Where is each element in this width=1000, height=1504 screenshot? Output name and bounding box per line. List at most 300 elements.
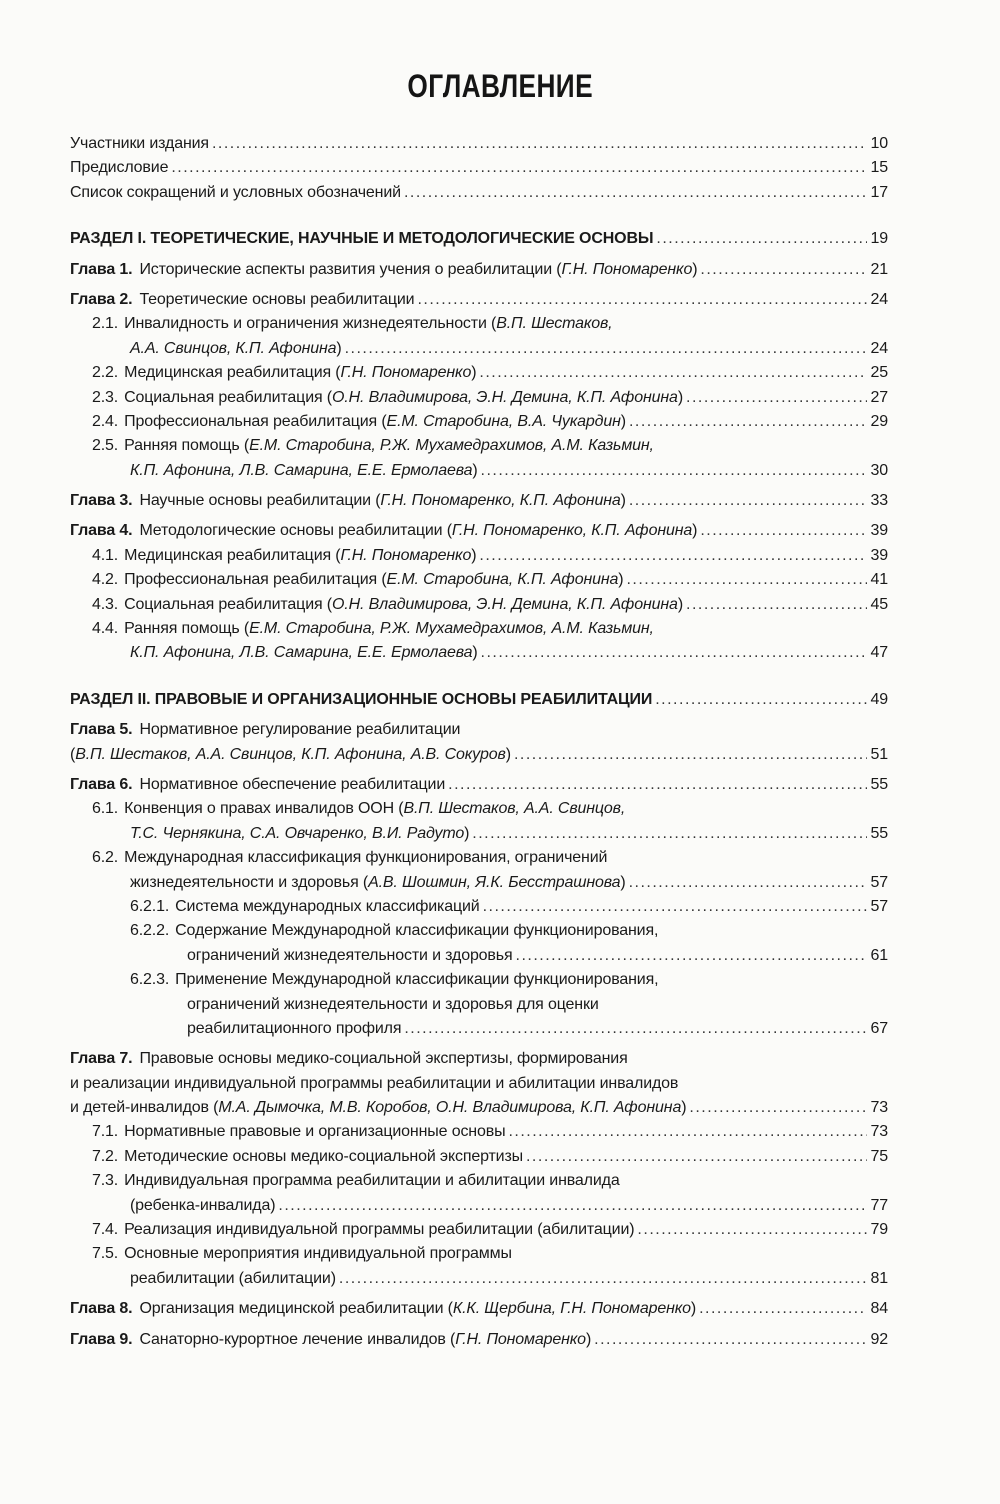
entry-text [175, 895, 479, 919]
entry-title: Конвенция о правах инвалидов ООН ( [124, 800, 404, 818]
entry-title: Реализация индивидуальной программы реабилитации (абилитации) [124, 1221, 635, 1239]
page-number: 39 [870, 522, 888, 540]
toc-entry [70, 919, 888, 968]
entry-number: 4.2. [92, 571, 119, 589]
entry-text [187, 1017, 401, 1041]
entry-text [124, 386, 683, 410]
entry-text [124, 797, 625, 821]
entry-text [70, 156, 168, 180]
entry-text [124, 1169, 620, 1193]
toc-line [70, 743, 888, 767]
dot-leader [699, 1297, 867, 1321]
toc-line [70, 519, 888, 543]
entry-text [124, 1120, 505, 1144]
toc-line [70, 489, 888, 513]
toc-line [70, 993, 888, 1017]
toc-line [70, 386, 888, 410]
dot-leader [278, 1194, 867, 1218]
page-number: 79 [870, 1221, 888, 1239]
toc-line [70, 773, 888, 797]
page-number: 21 [870, 260, 888, 278]
entry-title: жизнедеятельности и здоровья ( [130, 873, 369, 891]
dot-leader [212, 132, 867, 156]
entry-text [139, 1328, 591, 1352]
entry-number: 2.2. [92, 364, 119, 382]
chapter-label: Глава 2. [70, 290, 133, 308]
entry-title: Теоретические основы реабилитации [139, 290, 415, 308]
page-number: 47 [870, 644, 888, 662]
dot-leader [171, 156, 867, 180]
dot-leader [417, 288, 867, 312]
page-number: 17 [870, 183, 888, 201]
entry-text [124, 617, 654, 641]
entry-text [139, 718, 460, 742]
toc-line [70, 132, 888, 156]
page-number: 61 [870, 946, 888, 964]
toc-entry [70, 617, 888, 666]
entry-authors: Г.Н. Пономаренко [340, 364, 472, 382]
entry-text [124, 593, 683, 617]
dot-leader [700, 258, 867, 282]
page-number: 24 [870, 339, 888, 357]
toc-chapter [70, 288, 888, 312]
toc-line [70, 871, 888, 895]
dot-leader [700, 519, 867, 543]
entry-text [187, 993, 599, 1017]
toc-line [70, 156, 888, 180]
entry-authors: А.А. Свинцов, К.П. Афонина [130, 339, 337, 357]
entry-title: Список сокращений и условных обозначений [70, 183, 401, 201]
toc-line [70, 288, 888, 312]
page-number: 75 [870, 1147, 888, 1165]
toc-chapter [70, 258, 888, 282]
entry-number: 7.4. [92, 1221, 119, 1239]
toc-line [70, 1017, 888, 1041]
toc-entry [70, 544, 888, 568]
page-number: 15 [870, 159, 888, 177]
toc-entry [70, 797, 888, 846]
entry-title: Применение Международной классификации функционирования, [175, 971, 659, 989]
toc-entry [70, 312, 888, 361]
dot-leader [594, 1328, 867, 1352]
dot-leader [479, 544, 867, 568]
entry-title: ) [471, 364, 477, 382]
page-number: 41 [870, 571, 888, 589]
toc-line [70, 968, 888, 992]
entry-number: 4.4. [92, 620, 119, 638]
entry-text [124, 846, 607, 870]
toc-entry [70, 1218, 888, 1242]
entry-authors: К.К. Щербина, Г.Н. Пономаренко [452, 1300, 691, 1318]
entry-authors: Г.Н. Пономаренко [340, 546, 472, 564]
toc-heading-wrap [0, 68, 1000, 105]
chapter-label: Глава 5. [70, 721, 133, 739]
entry-title: Профессиональная реабилитация ( [124, 571, 387, 589]
toc-entry [70, 895, 888, 919]
entry-authors: Г.Н. Пономаренко, К.П. Афонина [451, 522, 693, 540]
entry-title: ) [464, 824, 470, 842]
entry-text [70, 1072, 678, 1096]
toc-line [70, 1047, 888, 1071]
entry-title: Организация медицинской реабилитации ( [139, 1300, 453, 1318]
entry-title: Основные мероприятия индивидуальной программы [124, 1245, 512, 1263]
entry-title: ) [618, 571, 624, 589]
entry-authors: М.А. Дымочка, М.В. Коробов, О.Н. Владимирова, К.П. Афонина [218, 1099, 682, 1117]
entry-title: ограничений жизнедеятельности и здоровья [187, 946, 513, 964]
entry-title: Нормативные правовые и организационные основы [124, 1123, 506, 1141]
entry-number: 2.5. [92, 437, 119, 455]
entry-authors: Г.Н. Пономаренко [455, 1330, 586, 1348]
dot-leader [516, 944, 868, 968]
entry-title: ) [505, 745, 511, 763]
toc-line [70, 459, 888, 483]
chapter-label: Глава 4. [70, 522, 133, 540]
dot-leader [656, 227, 867, 251]
entry-text [124, 434, 654, 458]
toc-line [70, 227, 888, 251]
table-of-contents [70, 132, 888, 1352]
entry-authors: Е.М. Старобина, В.А. Чукардин [386, 412, 621, 430]
entry-text [130, 641, 478, 665]
entry-authors: В.П. Шестаков, А.А. Свинцов, [403, 800, 626, 818]
entry-title: ) [472, 461, 478, 479]
entry-title: ) [471, 546, 477, 564]
toc-chapter [70, 773, 888, 797]
toc-line [70, 337, 888, 361]
entry-text [70, 1096, 686, 1120]
page-number: 55 [870, 775, 888, 793]
entry-title: Предисловие [70, 159, 169, 177]
page-number: 73 [870, 1123, 888, 1141]
dot-leader [339, 1267, 867, 1291]
toc-entry [70, 968, 888, 1041]
entry-title: Система международных классификаций [175, 897, 480, 915]
entry-authors: В.П. Шестаков, [496, 315, 613, 333]
entry-text [130, 459, 478, 483]
toc-line [70, 895, 888, 919]
page-number: 24 [870, 290, 888, 308]
entry-number: 2.4. [92, 412, 119, 430]
entry-title: Содержание Международной классификации функционирования, [175, 922, 659, 940]
dot-leader [448, 773, 867, 797]
toc-line [70, 1297, 888, 1321]
toc-line [70, 1218, 888, 1242]
toc-entry [70, 361, 888, 385]
entry-title: ограничений жизнедеятельности и здоровья для оценки [187, 995, 599, 1013]
entry-title: Ранняя помощь ( [124, 437, 250, 455]
entry-authors: Г.Н. Пономаренко, К.П. Афонина [380, 492, 621, 510]
entry-number: 2.3. [92, 388, 119, 406]
toc-line [70, 181, 888, 205]
toc-line [70, 919, 888, 943]
toc-line [70, 544, 888, 568]
page-number: 10 [870, 135, 888, 152]
entry-text [70, 132, 209, 156]
entry-title: ) [677, 388, 683, 406]
dot-leader [345, 337, 867, 361]
toc-chapter [70, 1047, 888, 1120]
chapter-label: Глава 8. [70, 1300, 133, 1318]
toc-chapter [70, 1328, 888, 1352]
toc-chapter [70, 489, 888, 513]
toc-entry [70, 132, 888, 156]
entry-authors: О.Н. Владимирова, Э.Н. Демина, К.П. Афонина [331, 595, 678, 613]
entry-authors: Г.Н. Пономаренко [561, 260, 693, 278]
dot-leader [626, 568, 867, 592]
dot-leader [629, 871, 867, 895]
entry-text [130, 822, 469, 846]
entry-text [124, 1242, 512, 1266]
page-number: 33 [870, 492, 888, 510]
entry-title: Научные основы реабилитации ( [139, 492, 381, 510]
entry-text [130, 871, 626, 895]
toc-entry [70, 1145, 888, 1169]
page-number: 84 [870, 1300, 888, 1318]
entry-text [70, 227, 653, 251]
entry-title: реабилитационного профиля [187, 1019, 402, 1037]
toc-entry [70, 568, 888, 592]
toc-line [70, 797, 888, 821]
page-number: 57 [870, 873, 888, 891]
entry-authors: В.П. Шестаков, А.А. Свинцов, К.П. Афонина, А.В. Сокуров [75, 745, 506, 763]
entry-authors: А.В. Шошмин, Я.К. Бесстрашнова [368, 873, 621, 891]
dot-leader [472, 822, 867, 846]
dot-leader [404, 1017, 867, 1041]
entry-number: 4.3. [92, 595, 119, 613]
toc-section [70, 688, 888, 712]
entry-title: Методологические основы реабилитации ( [139, 522, 452, 540]
toc-line [70, 1145, 888, 1169]
page-number: 27 [870, 388, 888, 406]
entry-number: 7.1. [92, 1123, 119, 1141]
toc-line [70, 641, 888, 665]
entry-text [124, 1218, 634, 1242]
entry-text [130, 337, 342, 361]
dot-leader [686, 386, 867, 410]
dot-leader [508, 1120, 867, 1144]
toc-chapter [70, 519, 888, 543]
toc-line [70, 1120, 888, 1144]
toc-line [70, 1096, 888, 1120]
entry-title: Исторические аспекты развития учения о реабилитации ( [139, 260, 562, 278]
dot-leader [637, 1218, 867, 1242]
entry-authors: К.П. Афонина, Л.В. Самарина, Е.Е. Ермолаева [130, 644, 473, 662]
page-number: 55 [870, 824, 888, 842]
toc-chapter [70, 1297, 888, 1321]
toc-entry [70, 593, 888, 617]
entry-title: РАЗДЕЛ II. ПРАВОВЫЕ И ОРГАНИЗАЦИОННЫЕ ОСНОВЫ РЕАБИЛИТАЦИИ [70, 690, 653, 708]
entry-text [124, 312, 612, 336]
entry-text [130, 1267, 336, 1291]
entry-text [139, 258, 697, 282]
dot-leader [629, 489, 867, 513]
entry-title: (ребенка-инвалида) [130, 1196, 276, 1214]
page-number: 30 [870, 461, 888, 479]
entry-authors: Т.С. Чернякина, С.А. Овчаренко, В.И. Радуто [130, 824, 465, 842]
toc-entry [70, 846, 888, 895]
page-number: 57 [870, 897, 888, 915]
page-number: 39 [870, 546, 888, 564]
entry-title: Инвалидность и ограничения жизнедеятельности ( [124, 315, 497, 333]
toc-entry [70, 434, 888, 483]
entry-authors: Е.М. Старобина, Р.Ж. Мухамедрахимов, А.М. Казьмин, [249, 620, 654, 638]
entry-title: Социальная реабилитация ( [124, 388, 332, 406]
entry-title: Нормативное обеспечение реабилитации [139, 775, 446, 793]
entry-title: Медицинская реабилитация ( [124, 546, 341, 564]
toc-entry [70, 1242, 888, 1291]
page-number: 81 [870, 1269, 888, 1287]
entry-text [70, 181, 401, 205]
chapter-label: Глава 7. [70, 1050, 133, 1068]
entry-text [130, 1194, 275, 1218]
page-title: ОГЛАВЛЕНИЕ [407, 68, 593, 104]
entry-title: ) [620, 873, 626, 891]
entry-text [124, 1145, 523, 1169]
page-number: 49 [870, 690, 888, 708]
entry-title: и детей-инвалидов ( [70, 1099, 219, 1117]
entry-title: Санаторно-курортное лечение инвалидов ( [139, 1330, 456, 1348]
toc-line [70, 1242, 888, 1266]
entry-title: Социальная реабилитация ( [124, 595, 332, 613]
toc-line [70, 593, 888, 617]
toc-line [70, 846, 888, 870]
entry-title: ) [690, 1300, 697, 1318]
page-number: 67 [870, 1019, 888, 1037]
toc-entry [70, 156, 888, 180]
entry-number: 7.2. [92, 1147, 119, 1165]
toc-line [70, 718, 888, 742]
chapter-label: Глава 3. [70, 492, 133, 510]
dot-leader [655, 688, 867, 712]
entry-number: 7.5. [92, 1245, 119, 1263]
entry-number: 6.1. [92, 800, 119, 818]
entry-text [139, 489, 625, 513]
entry-number: 6.2.2. [130, 922, 170, 940]
toc-entry [70, 181, 888, 205]
dot-leader [526, 1145, 867, 1169]
entry-text [70, 688, 652, 712]
toc-line [70, 361, 888, 385]
toc-line [70, 410, 888, 434]
toc-line [70, 1328, 888, 1352]
toc-line [70, 822, 888, 846]
dot-leader [686, 593, 867, 617]
toc-line [70, 258, 888, 282]
toc-line [70, 1169, 888, 1193]
page-number: 19 [870, 230, 888, 248]
dot-leader [483, 895, 867, 919]
dot-leader [481, 641, 867, 665]
toc-line [70, 688, 888, 712]
dot-leader [689, 1096, 867, 1120]
entry-title: ) [620, 412, 626, 430]
dot-leader [404, 181, 867, 205]
entry-text [124, 410, 626, 434]
toc-line [70, 1194, 888, 1218]
entry-title: РАЗДЕЛ I. ТЕОРЕТИЧЕСКИЕ, НАУЧНЫЕ И МЕТОДОЛОГИЧЕСКИЕ ОСНОВЫ [70, 230, 654, 248]
toc-entry [70, 1169, 888, 1218]
entry-text [175, 968, 658, 992]
entry-title: Международная классификация функционирования, ограничений [124, 849, 608, 867]
entry-title: Участники издания [70, 135, 209, 152]
entry-authors: Е.М. Старобина, К.П. Афонина [386, 571, 619, 589]
entry-text [139, 288, 414, 312]
entry-title: и реализации индивидуальной программы реабилитации и абилитации инвалидов [70, 1074, 679, 1092]
page-number: 29 [870, 412, 888, 430]
entry-title: Медицинская реабилитация ( [124, 364, 341, 382]
entry-text [139, 519, 697, 543]
entry-authors: К.П. Афонина, Л.В. Самарина, Е.Е. Ермолаева [130, 461, 473, 479]
entry-title: ) [677, 595, 683, 613]
toc-line [70, 944, 888, 968]
entry-title: ) [692, 522, 698, 540]
entry-title: Методические основы медико-социальной экспертизы [124, 1147, 523, 1165]
page-number: 73 [870, 1099, 888, 1117]
entry-number: 4.1. [92, 546, 119, 564]
entry-text [175, 919, 658, 943]
page-number: 92 [870, 1330, 888, 1348]
entry-authors: Е.М. Старобина, Р.Ж. Мухамедрахимов, А.М. Казьмин, [249, 437, 654, 455]
entry-authors: О.Н. Владимирова, Э.Н. Демина, К.П. Афонина [331, 388, 678, 406]
page-number: 77 [870, 1196, 888, 1214]
entry-title: ) [620, 492, 626, 510]
toc-entry [70, 410, 888, 434]
chapter-label: Глава 9. [70, 1330, 133, 1348]
dot-leader [481, 459, 867, 483]
entry-title: Ранняя помощь ( [124, 620, 250, 638]
toc-entry [70, 386, 888, 410]
chapter-label: Глава 6. [70, 775, 133, 793]
toc-line [70, 434, 888, 458]
toc-chapter [70, 718, 888, 767]
dot-leader [629, 410, 867, 434]
toc-line [70, 568, 888, 592]
toc-line [70, 1267, 888, 1291]
entry-number: 6.2.3. [130, 971, 170, 989]
entry-number: 2.1. [92, 315, 119, 333]
page-number: 45 [870, 595, 888, 613]
entry-text [70, 743, 511, 767]
entry-number: 7.3. [92, 1172, 119, 1190]
entry-text [139, 1297, 696, 1321]
dot-leader [514, 743, 867, 767]
entry-title: ) [692, 260, 698, 278]
page-number: 51 [870, 745, 888, 763]
entry-text [139, 1047, 627, 1071]
entry-number: 6.2. [92, 849, 119, 867]
entry-text [124, 361, 476, 385]
entry-text [124, 568, 623, 592]
entry-title: ( [70, 745, 76, 763]
toc-section [70, 227, 888, 251]
entry-title: Индивидуальная программа реабилитации и абилитации инвалида [124, 1172, 620, 1190]
page-number: 25 [870, 364, 888, 382]
toc-line [70, 312, 888, 336]
entry-title: Профессиональная реабилитация ( [124, 412, 387, 430]
dot-leader [479, 361, 867, 385]
toc-entry [70, 1120, 888, 1144]
entry-number: 6.2.1. [130, 897, 170, 915]
entry-title: ) [472, 644, 478, 662]
entry-title: ) [681, 1099, 687, 1117]
entry-title: ) [336, 339, 342, 357]
entry-text [187, 944, 513, 968]
entry-text [124, 544, 476, 568]
entry-title: Правовые основы медико-социальной экспертизы, формирования [139, 1050, 628, 1068]
entry-title: ) [585, 1330, 592, 1348]
entry-title: реабилитации (абилитации) [130, 1269, 336, 1287]
entry-title: Нормативное регулирование реабилитации [139, 721, 461, 739]
